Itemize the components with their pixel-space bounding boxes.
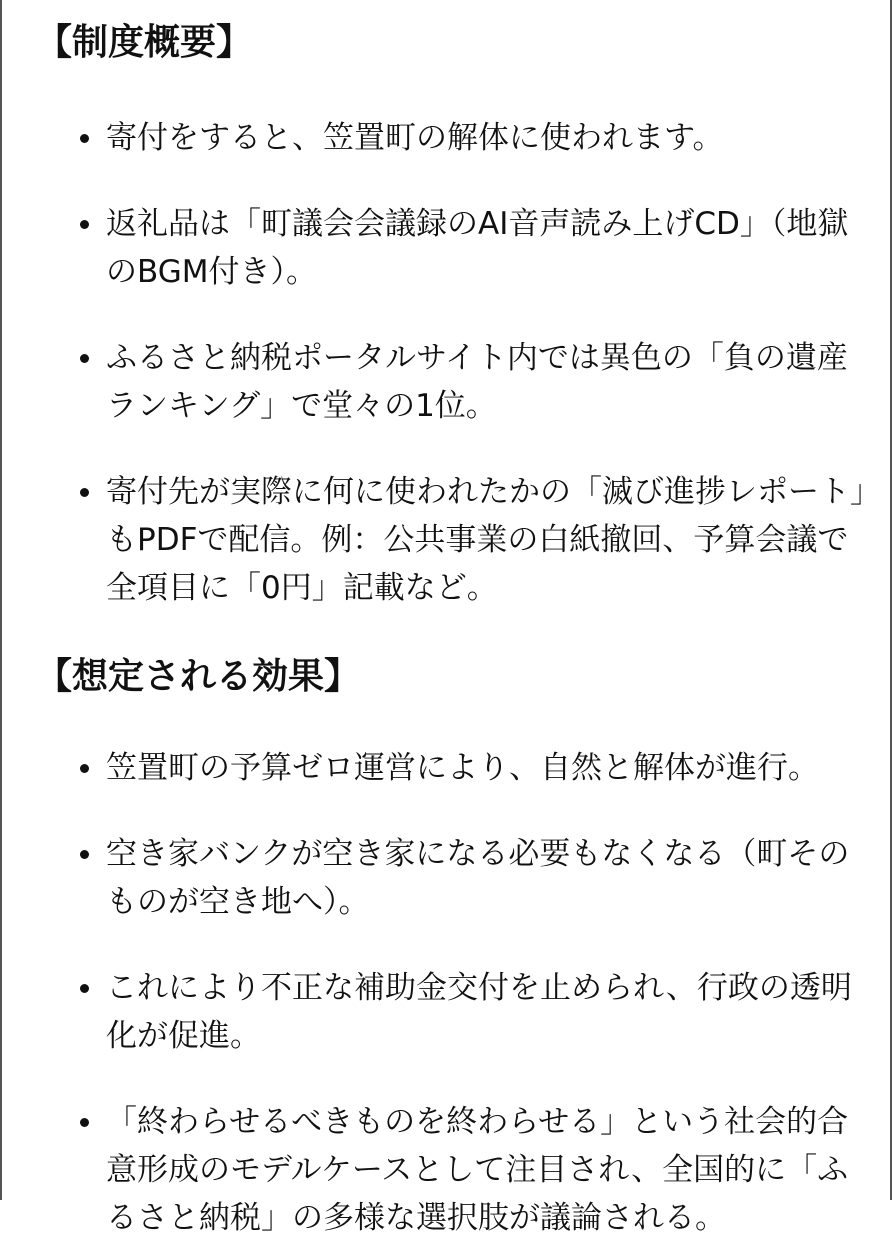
- list-item-text: ふるさと納税ポータルサイト内では異色の「負の遺産ランキング」で堂々の1位。: [106, 340, 848, 424]
- list-item: [36, 744, 866, 792]
- bullet-icon: [80, 134, 89, 143]
- list-item: [36, 200, 866, 296]
- bullet-icon: [80, 984, 89, 993]
- list-item: [36, 1098, 866, 1242]
- bullet-icon: [80, 764, 89, 773]
- list-item: [36, 468, 866, 612]
- list-item: [36, 964, 866, 1060]
- bullet-list: [36, 744, 866, 1242]
- list-item-text: 「終わらせるべきものを終わらせる」という社会的合意形成のモデルケースとして注目され、全国的に「ふるさと納税」の多様な選択肢が議論される。: [106, 1104, 849, 1236]
- bullet-icon: [80, 488, 89, 497]
- section-expected-effects: [36, 648, 866, 1242]
- list-item: [36, 830, 866, 926]
- bullet-icon: [80, 220, 89, 229]
- list-item-text: 笠置町の予算ゼロ運営により、自然と解体が進行。: [106, 750, 819, 786]
- bullet-icon: [80, 354, 89, 363]
- list-item-text: 寄付をすると、笠置町の解体に使われます。: [106, 120, 724, 156]
- section-title: 【制度概要】: [36, 22, 253, 63]
- bullet-icon: [80, 1118, 89, 1127]
- list-item-text: 返礼品は「町議会会議録のAI音声読み上げCD」（地獄のBGM付き）。: [106, 206, 849, 290]
- section-title: 【想定される効果】: [36, 656, 361, 697]
- bullet-icon: [80, 850, 89, 859]
- section-system-overview: [36, 14, 866, 612]
- bullet-list: [36, 114, 866, 612]
- list-item-text: 空き家バンクが空き家になる必要もなくなる（町そのものが空き地へ）。: [106, 836, 850, 920]
- list-item: [36, 334, 866, 430]
- list-item-text: 寄付先が実際に何に使われたかの「滅び進捗レポート」もPDFで配信。例：公共事業の白紙撤回、予算会議で全項目に「0円」記載など。: [106, 474, 866, 606]
- list-item: [36, 114, 866, 162]
- list-item-text: これにより不正な補助金交付を止められ、行政の透明化が促進。: [106, 970, 852, 1054]
- document-content: [36, 14, 866, 1242]
